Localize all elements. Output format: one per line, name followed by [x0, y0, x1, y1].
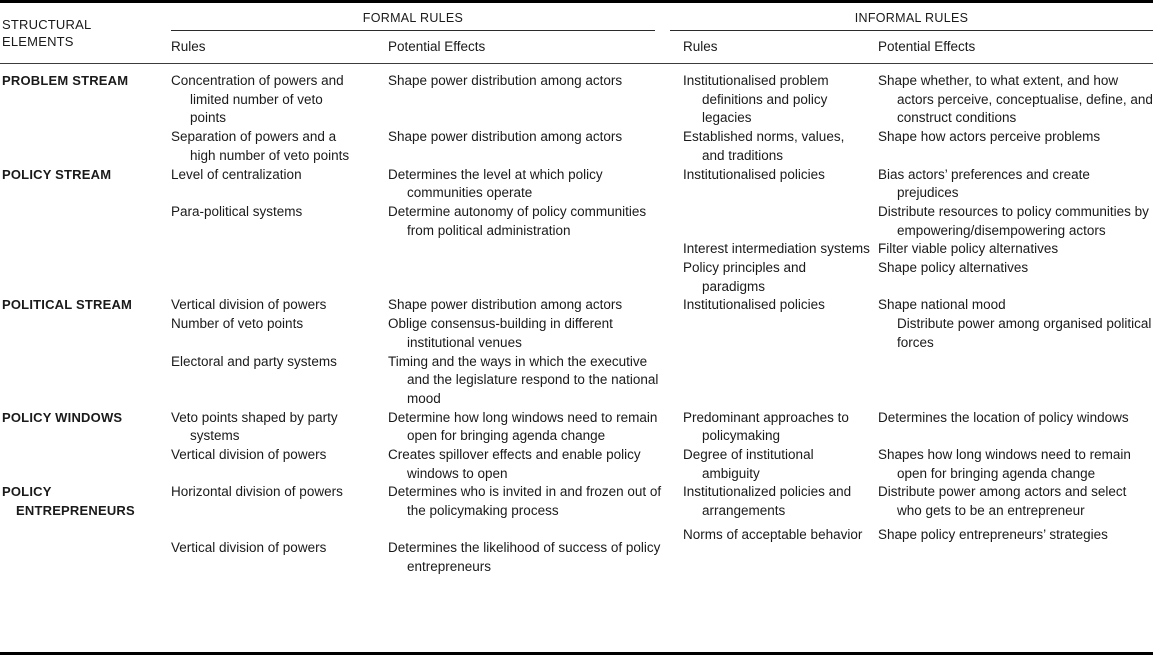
rule-effect-pair	[171, 315, 683, 352]
rule-cell	[171, 128, 388, 165]
effect-text: Determine how long windows need to remain open for bringing agenda change	[388, 409, 658, 444]
rule-effect-pair	[683, 128, 1153, 165]
formal-effects-col-header: Potential Effects	[388, 39, 486, 54]
effects-cell	[878, 259, 1153, 278]
effects-cell	[388, 72, 683, 91]
effects-cell	[388, 539, 683, 576]
rule-text: Vertical division of powers	[171, 297, 327, 313]
rule-text: Interest intermediation systems	[683, 241, 870, 257]
rule-cell	[171, 296, 388, 315]
rule-text: Norms of acceptable behavior	[683, 526, 863, 542]
table-section	[0, 409, 1153, 484]
rule-text: Institutionalised policies	[683, 297, 825, 313]
rule-cell	[683, 446, 878, 483]
effects-cell	[878, 296, 1153, 352]
effects-cell	[388, 353, 683, 409]
effect-text: Shape policy entrepreneurs’ strategies	[878, 526, 1108, 542]
rule-cell	[171, 446, 388, 465]
rule-effect-pair	[171, 353, 683, 409]
rule-text: Concentration of powers and limited number of veto points	[171, 73, 344, 126]
effects-cell	[878, 72, 1153, 128]
rule-cell	[683, 483, 878, 520]
rule-cell	[683, 526, 878, 545]
rule-text: Number of veto points	[171, 316, 304, 332]
effect-text: Oblige consensus-building in different institutional venues	[388, 316, 613, 350]
rule-text: Level of centralization	[171, 166, 302, 182]
formal-rules-col-header: Rules	[171, 39, 206, 54]
rule-text: Institutionalized policies and arrangements	[683, 484, 852, 519]
rule-effect-pair	[171, 203, 683, 240]
effect-text: Determines the location of policy windows	[878, 409, 1129, 425]
rule-text: Separation of powers and a high number of veto points	[171, 129, 350, 163]
effect-text: Shape power distribution among actors	[388, 73, 623, 88]
rule-effect-pair	[683, 526, 1153, 545]
rule-effect-pair	[171, 483, 683, 520]
effects-cell	[878, 128, 1153, 147]
rule-text: Institutionalised policies	[683, 166, 825, 182]
rule-text: Degree of institutional ambiguity	[683, 447, 814, 481]
informal-rules-group-title: INFORMAL RULES	[670, 3, 1153, 31]
effect-text: Shapes how long windows need to remain open for bringing agenda change	[878, 447, 1131, 481]
rule-cell	[171, 483, 388, 502]
effects-cell	[388, 483, 683, 520]
stream-label: POLITICAL STREAM	[2, 297, 133, 313]
informal-effects-col-header: Potential Effects	[878, 39, 976, 54]
formal-pairs	[171, 409, 683, 484]
effects-cell	[388, 315, 683, 352]
effect-text: Bias actors’ preferences and create prejudices	[878, 166, 1090, 201]
rule-cell	[171, 409, 388, 446]
effect-text: Shape power distribution among actors	[388, 129, 623, 145]
rule-text: Vertical division of powers	[171, 447, 327, 463]
informal-pairs	[683, 409, 1153, 484]
table-section	[0, 296, 1153, 408]
informal-pairs	[683, 166, 1153, 297]
rule-text: Electoral and party systems	[171, 353, 337, 369]
rule-cell	[683, 296, 878, 315]
formal-pairs	[171, 166, 683, 241]
rule-effect-pair	[683, 72, 1153, 128]
stream-label: POLICY WINDOWS	[2, 409, 123, 425]
informal-rules-group	[683, 3, 1153, 63]
informal-pairs	[683, 296, 1153, 352]
formal-pairs	[171, 72, 683, 166]
effect-text: Shape national mood	[878, 297, 1006, 313]
effect-text: Determines the level at which policy communities operate	[388, 166, 603, 201]
rule-effect-pair	[171, 446, 683, 483]
rule-cell	[683, 259, 878, 296]
effects-cell	[388, 128, 683, 147]
table-section	[0, 166, 1153, 297]
table-header	[0, 3, 1153, 64]
rule-text: Vertical division of powers	[171, 539, 327, 555]
rule-text: Horizontal division of powers	[171, 484, 343, 500]
formal-pairs	[171, 483, 683, 576]
stream-label: POLICY ENTREPRENEURS	[2, 484, 135, 519]
rule-cell	[683, 72, 878, 128]
informal-pairs	[683, 72, 1153, 166]
rule-effect-pair	[171, 128, 683, 165]
structural-elements-header: STRUCTURAL ELEMENTS	[2, 17, 91, 49]
effects-cell	[388, 296, 683, 315]
rule-cell	[171, 72, 388, 128]
rule-effect-pair	[683, 483, 1153, 520]
rule-effect-pair	[171, 166, 683, 203]
effect-text: Shape power distribution among actors	[388, 297, 623, 313]
formal-rules-group-title: FORMAL RULES	[171, 3, 655, 31]
formal-rules-group	[171, 3, 683, 63]
table-section	[0, 72, 1153, 166]
effect-text: Filter viable policy alternatives	[878, 241, 1059, 257]
rule-text: Established norms, values, and traditions	[683, 129, 845, 163]
effects-cell	[388, 203, 683, 240]
effects-cell	[878, 483, 1153, 520]
rule-cell	[683, 240, 878, 259]
rule-cell	[171, 353, 388, 372]
effects-cell	[388, 446, 683, 483]
rule-text: Institutionalised problem definitions and policy legacies	[683, 73, 829, 126]
effect-text: Timing and the ways in which the executive and the legislature respond to the national mood	[388, 353, 659, 406]
effects-cell	[878, 446, 1153, 483]
effect-text: Determines who is invited in and frozen out of the policymaking process	[388, 484, 662, 519]
rule-cell	[171, 315, 388, 334]
rule-text: Policy principles and paradigms	[683, 260, 807, 294]
effects-cell	[878, 166, 1153, 241]
rule-cell	[171, 203, 388, 222]
rule-text: Para-political systems	[171, 203, 303, 219]
effects-cell	[388, 166, 683, 203]
rule-effect-pair	[683, 166, 1153, 241]
rule-effect-pair	[171, 72, 683, 128]
rule-effect-pair	[171, 539, 683, 576]
table-section	[0, 483, 1153, 576]
rule-text: Veto points shaped by party systems	[171, 409, 338, 444]
rule-cell	[171, 166, 388, 185]
effect-text: Shape policy alternatives	[878, 260, 1029, 276]
effect-text: Distribute resources to policy communities by empowering/disempowering actors	[878, 203, 1149, 238]
rule-cell	[683, 128, 878, 165]
effect-text: Shape how actors perceive problems	[878, 129, 1101, 145]
table-body	[0, 64, 1153, 576]
formal-subheaders	[171, 31, 683, 63]
effect-text: Distribute power among actors and select who gets to be an entrepreneur	[878, 484, 1127, 519]
effect-text: Determines the likelihood of success of policy entrepreneurs	[388, 539, 661, 574]
effects-cell	[878, 409, 1153, 428]
effect-text: Determine autonomy of policy communities from political administration	[388, 203, 647, 238]
rule-effect-pair	[683, 296, 1153, 352]
formal-pairs	[171, 296, 683, 408]
rule-effect-pair	[683, 240, 1153, 259]
stream-label: POLICY STREAM	[2, 166, 112, 182]
effects-cell	[878, 526, 1153, 545]
rule-text: Predominant approaches to policymaking	[683, 409, 849, 444]
effects-cell	[388, 409, 683, 446]
stream-label: PROBLEM STREAM	[2, 73, 129, 88]
informal-subheaders	[683, 31, 1153, 63]
effects-cell	[878, 240, 1153, 259]
rule-effect-pair	[683, 259, 1153, 296]
rule-effect-pair	[683, 446, 1153, 483]
informal-rules-col-header: Rules	[683, 39, 718, 54]
rule-cell	[683, 409, 878, 446]
informal-pairs	[683, 483, 1153, 544]
rule-cell	[683, 166, 878, 185]
effect-text: Shape whether, to what extent, and how actors perceive, conceptualise, define, and construct conditions	[878, 73, 1153, 126]
rule-effect-pair	[683, 409, 1153, 446]
effect-text: Distribute power among organised political forces	[897, 316, 1152, 350]
rule-effect-pair	[171, 409, 683, 446]
effect-text: Creates spillover effects and enable policy windows to open	[388, 447, 641, 481]
rule-cell	[171, 539, 388, 558]
rule-effect-pair	[171, 296, 683, 315]
